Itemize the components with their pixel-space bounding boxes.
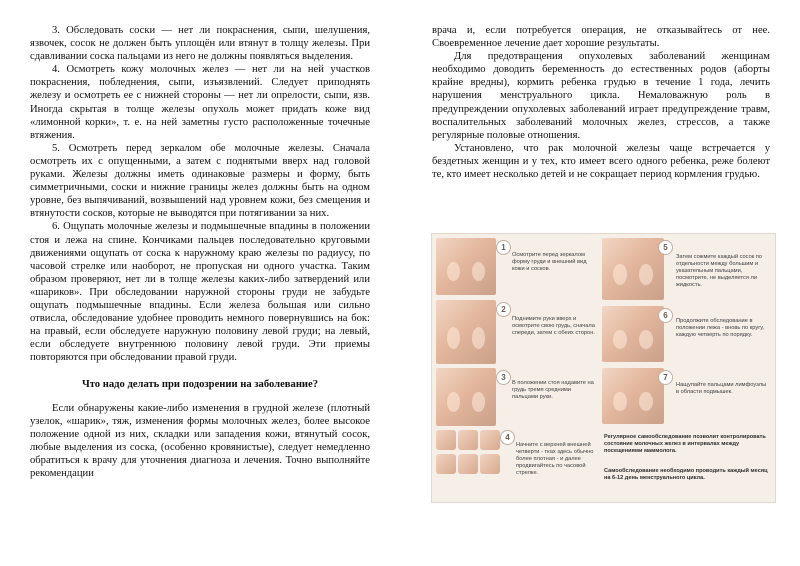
step-7-photo (602, 368, 664, 424)
left-column (30, 24, 370, 480)
step-1-number: 1 (496, 240, 511, 255)
section-heading: Что надо делать при подозрении на заболевание? (81, 379, 319, 391)
step-4-text: Начните с верхней внешней четверти - тках здесь обычно более плотная - и далее продвигайтесь по часовой стрелке. (516, 442, 594, 476)
paragraph-suspicion: Если обнаружены какие-либо изменения в грудной железе (плотный узелок, «шарик», тяж, изменения формы молочных желез, более высокое положение одной из них, складки или западения кожи, втянутый сосок, любые выделения из соска, (особенно кровянистые), следует немедленно обратиться к врачу для уточнения диагноза и лечения. Точно выполняйте рекомендации (30, 402, 370, 479)
step-3-number: 3 (496, 370, 511, 385)
step-3-text: В положении стоя надавите на грудь тремя средними пальцами руки. (512, 380, 594, 400)
self-exam-infographic (431, 233, 776, 503)
step-4-thumb-4 (436, 454, 456, 474)
paragraph-step-6: 6. Ощупать молочные железы и подмышечные впадины в положении стоя и лежа на спине. Кончиками пальцев последовательно круговыми движениями ощупать от соска к наружному краю железы по радиусу, по часовой стрелке или наоборот, не пропуская ни одного участка. Таким образом проверяют, нет ли в толще железы каких-либо затвердений или «шариков». При обследовании наружной стороны груди не забудьте ощупать подмышечные впадины. Если железа большая или сильно отвисла, обследование удобнее проводить немного повернувшись на бок: на правый, если обследуете наружную половину левой груди; на левый, если обследуете внутреннюю половину левой груди. Эти приемы повторяются при обследовании правой груди. (30, 221, 370, 364)
step-7-number: 7 (658, 370, 673, 385)
paragraph-prevention: Для предотвращения опухолевых заболеваний женщинам необходимо доводить беременность до естественных родов (аборты крайне вредны), кормить ребенка грудью в течение 1 года, лечить нарушения менструального цикла. Немаловажную роль в предупреждении опухолевых заболеваний играет предупреждение травм, воспалительных заболеваний молочных желез, стрессов, а также регулярные половые отношения. (432, 51, 770, 141)
paragraph-step-4: 4. Осмотреть кожу молочных желез — нет ли на ней участков покраснения, побледнения, сыпи, изъязвлений. Следует приподнять железу и осмотреть ее с нижней стороны — нет ли опрелости, сыпи, язв. Иногда скрытая в толще железы опухоль может придать коже вид «лимонной корки», т. е. на ней заметны густо расположенные точечные втяжения. (30, 64, 370, 141)
step-1-photo (436, 238, 496, 295)
paragraph-risk: Установлено, что рак молочной железы чаще встречается у бездетных женщин и у тех, кто имеет всего одного ребенка, реже болеют те, кто имеет несколько детей и не сокращает период кормления грудью. (432, 142, 770, 181)
paragraph-step-5: 5. Осмотреть перед зеркалом обе молочные железы. Сначала осмотреть их с опущенными, а затем с поднятыми вверх над головой руками. Железы должны иметь одинаковые размеры и форму, быть симметричными, соски и нижние границы желез должны быть на одном уровне, без выпячиваний, возвышений над уровнем кожи, без смещения и втянутости сосков, которые не выводятся при потягивании за них. (30, 142, 370, 220)
step-1-text: Осмотрите перед зеркалом форму груди и внешний вид кожи и сосков. (512, 252, 587, 272)
step-4-thumb-6 (480, 454, 500, 474)
step-4-thumb-2 (458, 430, 478, 450)
footer-note-regular: Регулярное самообследование позволит контролировать состояние молочных желез в интервалах между посещениями маммолога. (604, 434, 766, 454)
step-4-thumb-1 (436, 430, 456, 450)
step-2-text: Поднимите руки вверх и осмотрите свою грудь, сначала спереди, затем с обеих сторон. (512, 316, 595, 336)
step-4-thumb-3 (480, 430, 500, 450)
step-3-photo (436, 368, 496, 426)
step-6-photo (602, 306, 664, 362)
step-4-number: 4 (500, 430, 515, 445)
step-5-photo (602, 238, 664, 300)
step-2-number: 2 (496, 302, 511, 317)
right-column (432, 24, 770, 181)
step-6-text: Продолжите обследование в положении лежа - вновь по кругу, каждую четверть по порядку. (676, 318, 765, 338)
paragraph-continuation: врача и, если потребуется операция, не отказывайтесь от нее. Своевременное лечение дает хорошие результаты. (432, 25, 770, 50)
step-5-number: 5 (658, 240, 673, 255)
paragraph-step-3: 3. Обследовать соски — нет ли покраснения, сыпи, шелушения, язвочек, сосок не должен быть уплощён или втянут в толщу железы. При сдавливании соска пальцами из него не должны появляться выделения. (30, 25, 370, 63)
step-5-text: Затем сожмите каждый сосок по отдельности между большим и указательным пальцами, посмотрите, не выделяется ли жидкость. (676, 254, 763, 288)
step-7-text: Нащупайте пальцами лимфоузлы в области подмышек. (676, 382, 767, 395)
step-2-photo (436, 300, 496, 364)
step-6-number: 6 (658, 308, 673, 323)
step-4-thumb-5 (458, 454, 478, 474)
footer-note-monthly: Самообследование необходимо проводить каждый месяц на 6-12 день менструального цикла. (604, 468, 768, 481)
